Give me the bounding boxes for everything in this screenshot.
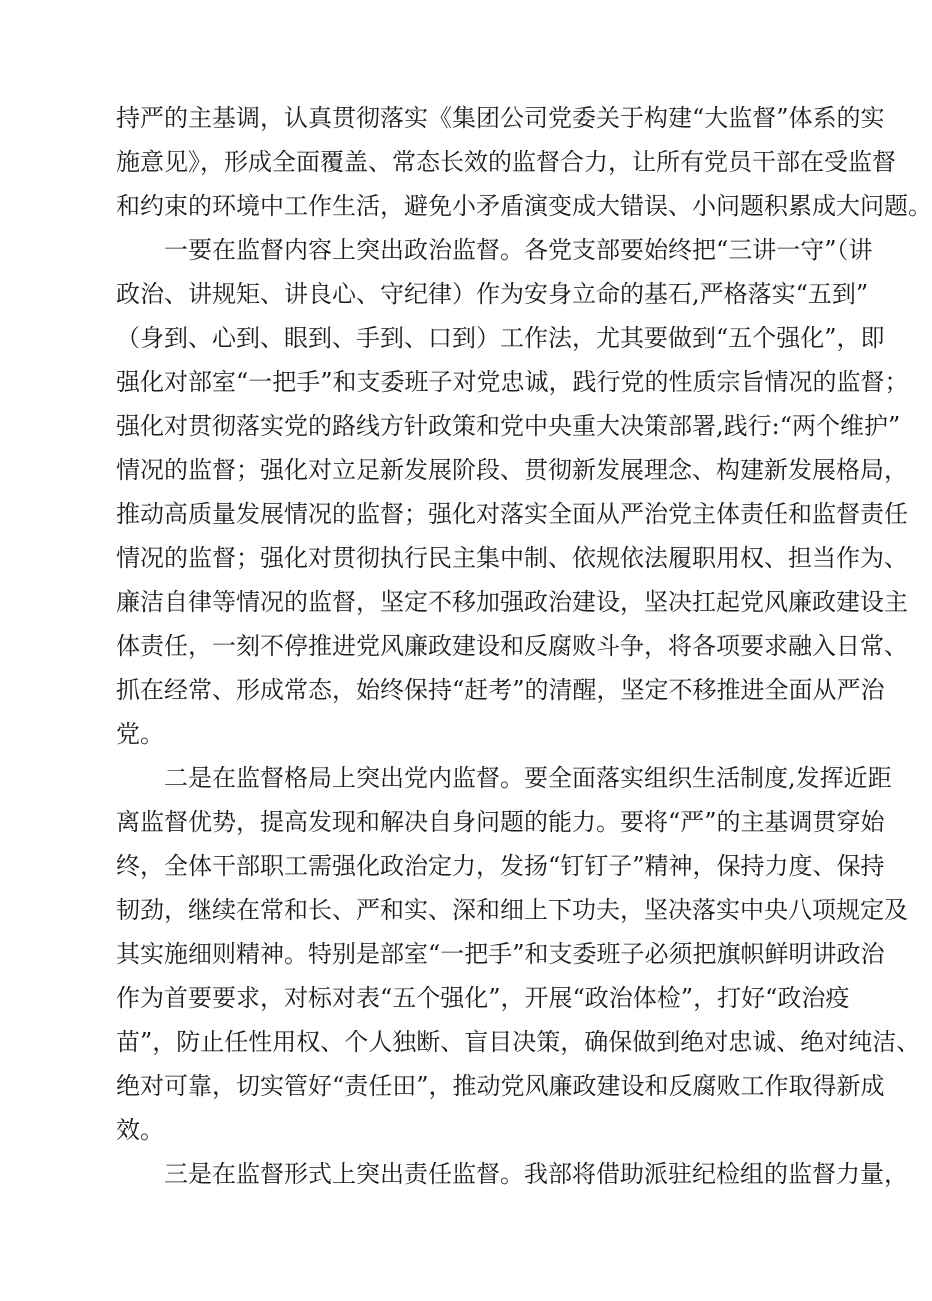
text-line: 其实施细则精神。特别是部室“一把手”和支委班子必须把旗帜鲜明讲政治 <box>116 940 885 968</box>
text-line: 韧劲，继续在常和长、严和实、深和细上下功夫，坚决落实中央八项规定及 <box>116 896 908 924</box>
text-line: 三是在监督形式上突出责任监督。我部将借助派驻纪检组的监督力量， <box>164 1160 908 1188</box>
text-line: 持严的主基调，认真贯彻落实《集团公司党委关于构建“大监督”体系的实 <box>116 104 885 132</box>
text-line: 和约束的环境中工作生活，避免小矛盾演变成大错误、小问题积累成大问题。 <box>116 192 932 220</box>
text-line: 情况的监督；强化对贯彻执行民主集中制、依规依法履职用权、担当作为、 <box>116 544 908 572</box>
text-line: 体责任，一刻不停推进党风廉政建设和反腐败斗争，将各项要求融入日常、 <box>116 632 908 660</box>
paragraph <box>116 756 921 1152</box>
text-line: 作为首要要求，对标对表“五个强化”，开展“政治体检”，打好“政治疫 <box>116 984 850 1012</box>
paragraph <box>116 96 932 228</box>
text-line: 政治、讲规矩、讲良心、守纪律）作为安身立命的基石,严格落实“五到” <box>116 280 869 308</box>
text-line: 二是在监督格局上突出党内监督。要全面落实组织生活制度,发挥近距 <box>164 764 892 792</box>
text-line: 终，全体干部职工需强化政治定力，发扬“钉钉子”精神，保持力度、保持 <box>116 852 885 880</box>
document-body <box>116 96 932 1196</box>
text-line: 情况的监督；强化对立足新发展阶段、贯彻新发展理念、构建新发展格局， <box>116 456 908 484</box>
text-line: 廉洁自律等情况的监督，坚定不移加强政治建设，坚决扛起党风廉政建设主 <box>116 588 908 616</box>
text-line: 抓在经常、形成常态，始终保持“赶考”的清醒，坚定不移推进全面从严治 <box>116 676 885 704</box>
text-line: 苗”，防止任性用权、个人独断、盲目决策，确保做到绝对忠诚、绝对纯洁、 <box>116 1028 921 1056</box>
text-line: 施意见》，形成全面覆盖、常态长效的监督合力，让所有党员干部在受监督 <box>116 148 896 176</box>
text-line: 推动高质量发展情况的监督；强化对落实全面从严治党主体责任和监督责任 <box>116 500 908 528</box>
text-line: 离监督优势，提高发现和解决自身问题的能力。要将“严”的主基调贯穿始 <box>116 808 885 836</box>
text-line: 效。 <box>116 1116 164 1144</box>
paragraph <box>116 228 909 756</box>
text-line: 一要在监督内容上突出政治监督。各党支部要始终把“三讲一守”（讲 <box>164 236 873 264</box>
text-line: 绝对可靠，切实管好“责任田”，推动党风廉政建设和反腐败工作取得新成 <box>116 1072 885 1100</box>
text-line: 党。 <box>116 720 164 748</box>
text-line: 强化对贯彻落实党的路线方针政策和党中央重大决策部署,践行:“两个维护” <box>116 412 901 440</box>
text-line: 强化对部室“一把手”和支委班子对党忠诚，践行党的性质宗旨情况的监督； <box>116 368 909 396</box>
paragraph <box>116 1152 908 1196</box>
text-line: （身到、心到、眼到、手到、口到）工作法，尤其要做到“五个强化”，即 <box>116 324 885 352</box>
